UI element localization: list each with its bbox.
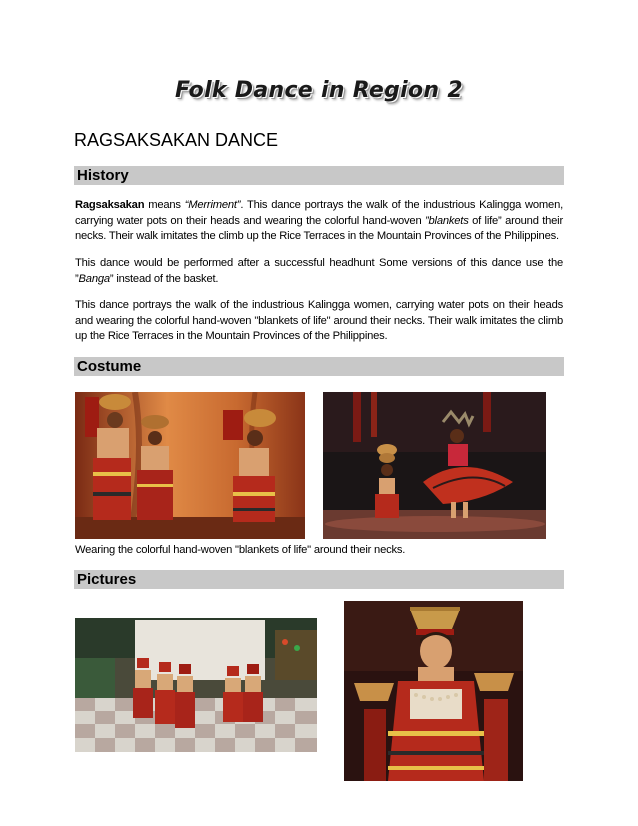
p1-text-a: means	[144, 199, 185, 211]
p1-italic-blankets: ”blankets	[425, 214, 469, 227]
p2-text-a: This dance would be performed after a successful headhunt Some versions of this dance use the ”	[75, 257, 563, 285]
p2-text-b: ” instead of the basket.	[109, 272, 219, 285]
costume-caption: Wearing the colorful hand-woven "blankets of life" around their necks.	[75, 544, 406, 556]
history-paragraph-1	[75, 198, 563, 245]
costume-photo-group-dancers	[75, 392, 305, 539]
term-ragsaksakan: Ragsaksakan	[75, 199, 145, 211]
quote-merriment: “Merriment”	[184, 199, 241, 211]
picture-dancer-portrait	[344, 601, 523, 781]
document-title: Folk Dance in Region 2	[175, 78, 463, 103]
history-paragraph-2	[75, 256, 563, 287]
p1-text-b: . This dance portrays the walk of the industrious Kalingga women, carrying water pots on their heads and wearing the colorful hand-woven	[75, 199, 563, 227]
costume-photo-stage-dancers	[323, 392, 546, 539]
dance-name-heading: RAGSAKSAKAN DANCE	[74, 130, 279, 150]
p1-text-c: of life” around their necks. Their walk imitates the climb up the Rice Terraces in the Mountain Provinces of the Philippines.	[75, 214, 563, 242]
history-section-heading: History	[74, 166, 564, 185]
p2-italic-banga: Banga	[78, 272, 110, 285]
picture-hall-performance	[75, 618, 317, 752]
costume-section-heading: Costume	[74, 357, 564, 376]
history-paragraph-3: This dance portrays the walk of the industrious Kalingga women, carrying water pots on their heads and wearing the colorful hand-woven "blankets of life" around their necks. Their walk imitates the climb up the Rice Terraces in the Mountain Provinces of the Philippines.	[75, 299, 563, 342]
pictures-section-heading: Pictures	[74, 570, 564, 589]
